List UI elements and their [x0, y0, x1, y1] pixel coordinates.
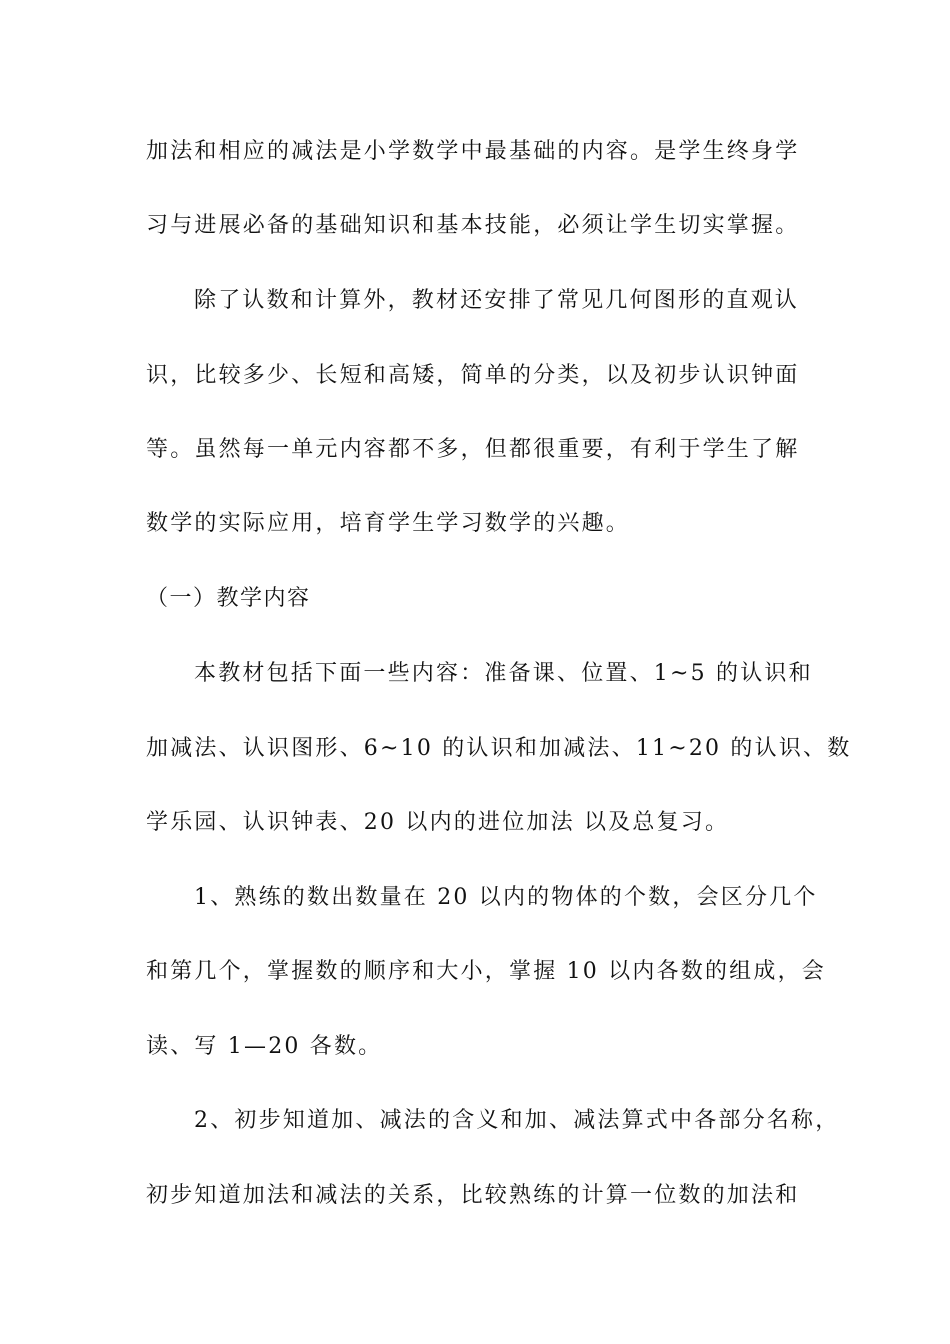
paragraph-line: 数学的实际应用，培育学生学习数学的兴趣。 [146, 511, 631, 536]
paragraph-line: 2、初步知道加、减法的含义和加、减法算式中各部分名称， [194, 1108, 840, 1133]
paragraph-line: 本教材包括下面一些内容：准备课、位置、1~5 的认识和 [194, 661, 813, 686]
paragraph-line: 习与进展必备的基础知识和基本技能，必须让学生切实掌握。 [146, 213, 800, 238]
paragraph-line: 和第几个，掌握数的顺序和大小，掌握 10 以内各数的组成，会 [146, 959, 826, 984]
paragraph-line: 加减法、认识图形、6~10 的认识和加减法、11~20 的认识、数 [146, 736, 852, 761]
paragraph-line: 识，比较多少、长短和高矮，简单的分类，以及初步认识钟面 [146, 363, 800, 388]
paragraph-line: 除了认数和计算外，教材还安排了常见几何图形的直观认 [194, 288, 800, 313]
section-heading: （一）教学内容 [146, 586, 311, 611]
paragraph-line: 加法和相应的减法是小学数学中最基础的内容。是学生终身学 [146, 139, 800, 164]
paragraph-line: 初步知道加法和减法的关系，比较熟练的计算一位数的加法和 [146, 1183, 800, 1208]
paragraph-line: 学乐园、认识钟表、20 以内的进位加法 以及总复习。 [146, 810, 730, 835]
paragraph-line: 等。虽然每一单元内容都不多，但都很重要，有利于学生了解 [146, 437, 800, 462]
paragraph-line: 读、写 1—20 各数。 [146, 1034, 383, 1059]
paragraph-line: 1、熟练的数出数量在 20 以内的物体的个数，会区分几个 [194, 885, 818, 910]
